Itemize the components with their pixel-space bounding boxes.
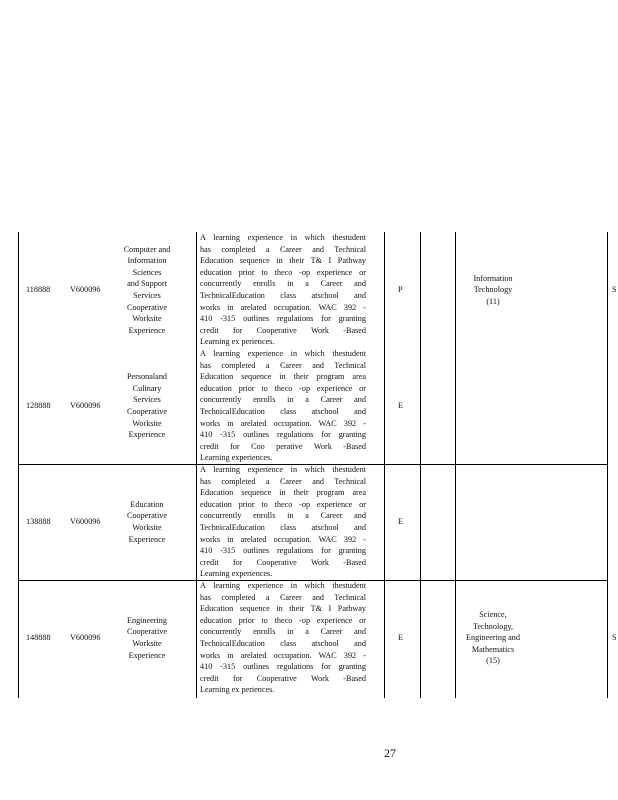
description-line: Education sequence in their program area [200, 372, 366, 382]
description-line: credit for Coo perative Work -Based [200, 441, 366, 451]
description-line: education prior to theco -op experience or [200, 615, 366, 625]
career-cluster-line: (15) [486, 656, 500, 666]
career-cluster [460, 609, 526, 667]
course-code: 118888 [26, 285, 51, 295]
description-line: credit for Cooperative Work -Based [200, 673, 366, 683]
description-line: Education sequence in their T& I Pathway [200, 256, 366, 266]
course-title-line: Cooperative [126, 627, 167, 637]
table-rule [196, 232, 197, 698]
career-cluster-line: Information [473, 273, 513, 283]
description-line: A learning experience in which thestudent [200, 349, 366, 358]
course-title-line: Experience [128, 650, 166, 660]
course-title-line: Worksite [132, 638, 162, 648]
description-line: A learning experience in which thestudent [200, 581, 366, 590]
course-title-line: Personaland [126, 372, 168, 382]
description-line: A learning experience in which thestudent [200, 233, 366, 242]
course-title-line: Worksite [132, 522, 162, 532]
description-line: concurrently enrolls in a Career and [200, 395, 366, 405]
description-line: TechnicalEducation class atschool and [200, 406, 366, 416]
career-cluster-line: Technology [473, 285, 513, 295]
course-title-line: Experience [128, 430, 166, 440]
table-rule [420, 232, 421, 698]
description-line: works in arelated occupation. WAC 392 - [200, 650, 366, 660]
description-line: works in arelated occupation. WAC 392 - [200, 302, 366, 312]
description-line: has completed a Career and Technical [200, 592, 366, 602]
career-cluster-line: Mathematics [471, 644, 515, 654]
course-title-line: Computer and [123, 244, 171, 254]
course-description [200, 232, 366, 348]
course-title-line: Services [133, 395, 161, 405]
course-description [200, 348, 366, 464]
description-line: TechnicalEducation class atschool and [200, 638, 366, 648]
description-line: concurrently enrolls in a Career and [200, 511, 366, 521]
course-title-line: Cooperative [126, 302, 167, 312]
course-code: 148888 [26, 633, 51, 643]
course-code: 138888 [26, 517, 51, 527]
course-id: V600096 [70, 633, 101, 643]
description-line: education prior to theco -op experience or [200, 267, 366, 277]
course-title-line: Engineering [126, 615, 167, 625]
table-border-left [18, 232, 19, 698]
course-title-line: Worksite [132, 314, 162, 324]
course-flag: E [398, 517, 404, 527]
course-flag: P [398, 285, 403, 295]
page-number: 27 [384, 746, 396, 760]
course-table [18, 232, 618, 698]
description-line: 410 -315 outlines regulations for granting [200, 314, 366, 324]
description-line: 410 -315 outlines regulations for granting [200, 662, 366, 672]
description-line: Education sequence in their T& I Pathway [200, 604, 366, 614]
course-title-line: Experience [128, 534, 166, 544]
description-line: education prior to theco -op experience or [200, 499, 366, 509]
course-title [118, 371, 176, 441]
description-line: credit for Cooperative Work -Based [200, 557, 366, 567]
course-title-line: Worksite [132, 418, 162, 428]
course-title-line: Information [127, 256, 167, 266]
course-title-line: Education [130, 499, 164, 509]
table-rule [455, 232, 456, 698]
description-line: has completed a Career and Technical [200, 360, 366, 370]
career-cluster-line: Technology, [472, 621, 514, 631]
course-id: V600096 [70, 517, 101, 527]
course-id: V600096 [70, 401, 101, 411]
course-title [118, 499, 176, 545]
description-line: 410 -315 outlines regulations for granting [200, 430, 366, 440]
course-flag: E [398, 401, 404, 411]
course-title-line: Cooperative [126, 511, 167, 521]
description-line: credit for Cooperative Work -Based [200, 325, 366, 335]
course-title-line: Experience [128, 325, 166, 335]
description-line: Learning ex periences. [200, 337, 275, 347]
description-line: Learning ex periences. [200, 685, 275, 695]
description-line: has completed a Career and Technical [200, 244, 366, 254]
table-rule [607, 232, 608, 698]
description-line: works in arelated occupation. WAC 392 - [200, 534, 366, 544]
truncated-column-text: S [612, 285, 617, 295]
career-cluster-line: Science, [479, 610, 507, 619]
course-title [118, 615, 176, 661]
course-title-line: Sciences [132, 267, 162, 277]
career-cluster-line: Engineering and [466, 633, 520, 643]
course-title-line: and Support [127, 279, 167, 289]
course-id: V600096 [70, 285, 101, 295]
course-description [200, 464, 366, 580]
course-title [118, 244, 176, 337]
description-line: 410 -315 outlines regulations for granting [200, 546, 366, 556]
description-line: Education sequence in their program area [200, 488, 366, 498]
description-line: concurrently enrolls in a Career and [200, 627, 366, 637]
description-line: education prior to theco -op experience or [200, 383, 366, 393]
table-rule [384, 232, 385, 698]
description-line: Learning experiences. [200, 569, 273, 579]
course-title-line: Services [133, 290, 161, 300]
description-line: TechnicalEducation class atschool and [200, 522, 366, 532]
career-cluster-line: (11) [486, 296, 500, 306]
description-line: works in arelated occupation. WAC 392 - [200, 418, 366, 428]
truncated-column-text: S [612, 633, 617, 643]
description-line: concurrently enrolls in a Career and [200, 279, 366, 289]
description-line: TechnicalEducation class atschool and [200, 290, 366, 300]
description-line: A learning experience in which thestudent [200, 465, 366, 474]
description-line: Learning experiences. [200, 453, 273, 463]
course-title-line: Cooperative [126, 406, 167, 416]
course-code: 128888 [26, 401, 51, 411]
description-line: has completed a Career and Technical [200, 476, 366, 486]
course-description [200, 580, 366, 696]
course-flag: E [398, 633, 404, 643]
career-cluster [460, 273, 526, 308]
course-title-line: Culinary [132, 383, 162, 393]
